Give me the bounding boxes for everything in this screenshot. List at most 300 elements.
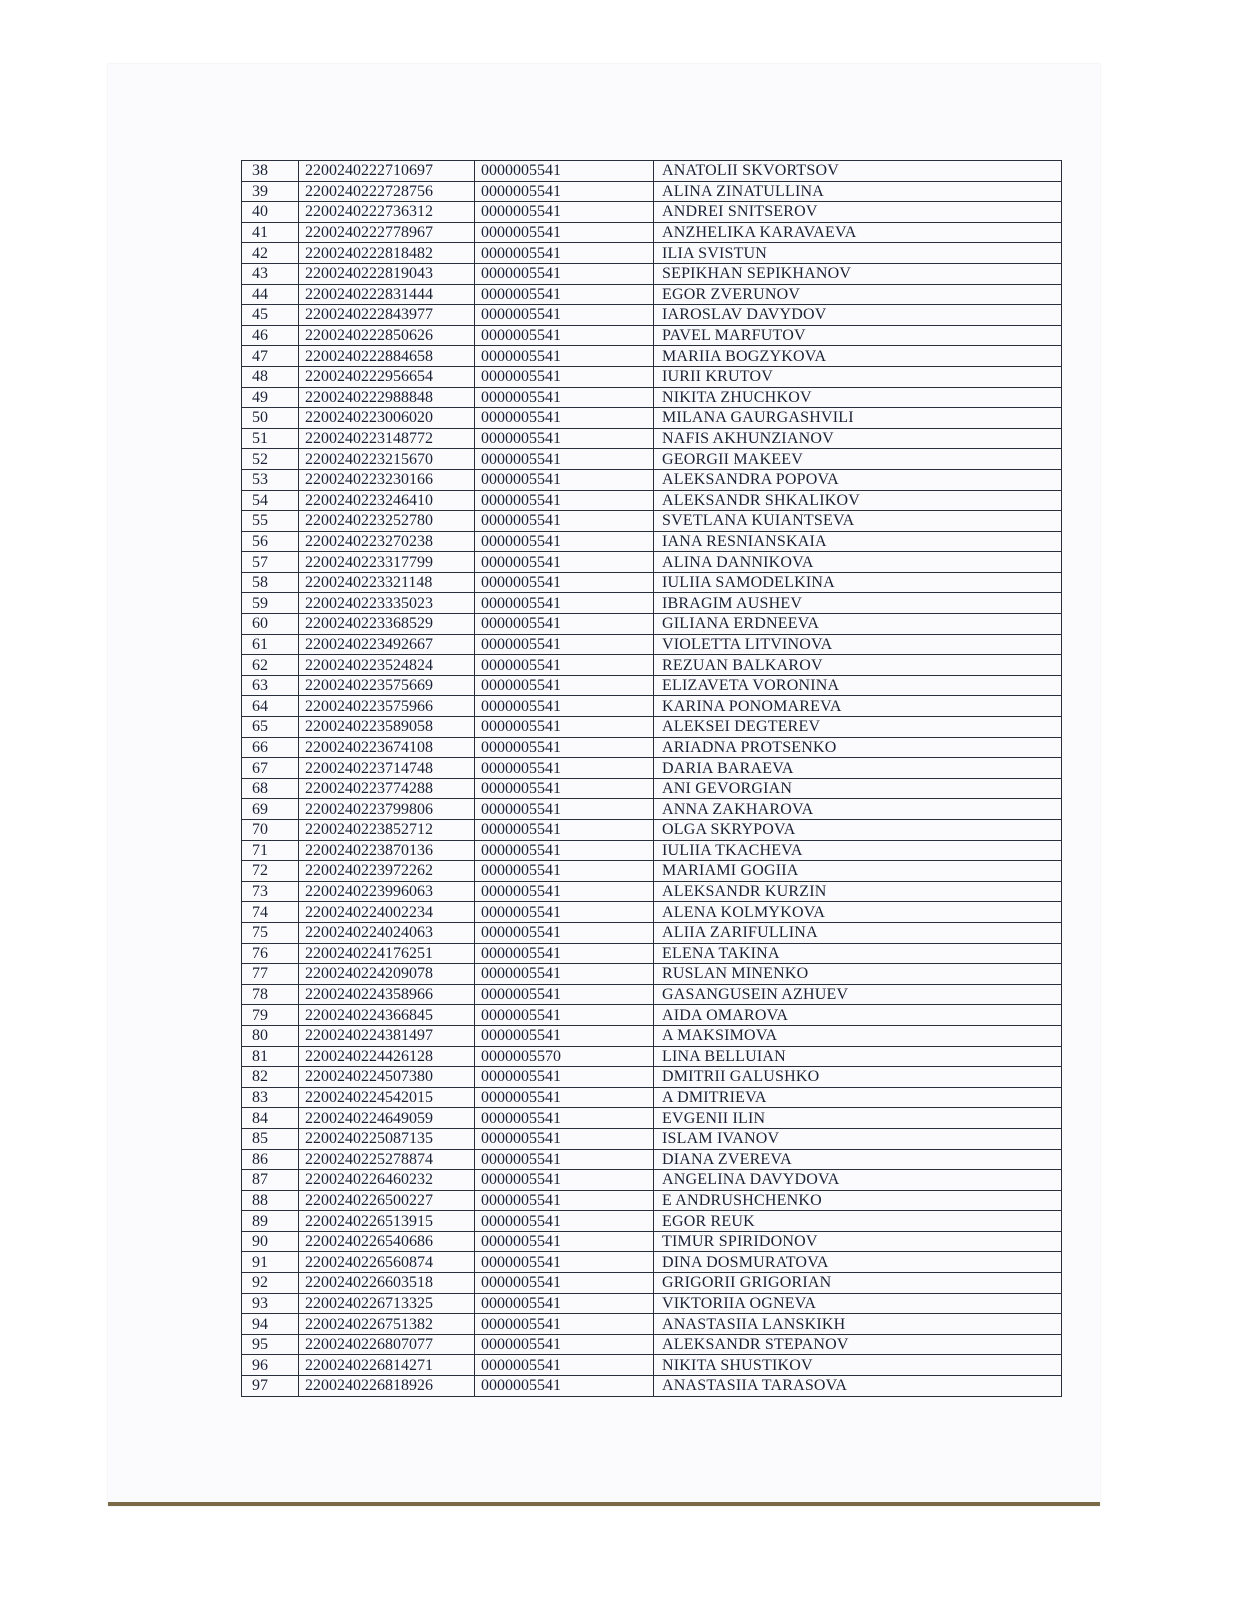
table-row [242, 861, 1062, 882]
table-row [242, 1128, 1062, 1149]
name-cell: LINA BELLUIAN [654, 1046, 1062, 1067]
name-cell: MARIAMI GOGIIA [654, 861, 1062, 882]
table-row [242, 284, 1062, 305]
code-cell: 0000005541 [475, 1231, 654, 1252]
id-cell: 2200240223870136 [299, 840, 475, 861]
code-cell: 0000005541 [475, 531, 654, 552]
name-cell: ANDREI SNITSEROV [654, 202, 1062, 223]
code-cell: 0000005541 [475, 881, 654, 902]
id-cell: 2200240223321148 [299, 572, 475, 593]
table-row [242, 1273, 1062, 1294]
code-cell: 0000005541 [475, 346, 654, 367]
table-row [242, 346, 1062, 367]
table-row [242, 531, 1062, 552]
name-cell: VIOLETTA LITVINOVA [654, 634, 1062, 655]
name-cell: REZUAN BALKAROV [654, 655, 1062, 676]
name-cell: EVGENII ILIN [654, 1108, 1062, 1129]
row-number-cell: 66 [242, 737, 299, 758]
row-number-cell: 94 [242, 1314, 299, 1335]
row-number-cell: 79 [242, 1005, 299, 1026]
name-cell: NIKITA SHUSTIKOV [654, 1355, 1062, 1376]
name-cell: VIKTORIIA OGNEVA [654, 1293, 1062, 1314]
table-row [242, 1190, 1062, 1211]
name-cell: DIANA ZVEREVA [654, 1149, 1062, 1170]
name-cell: RUSLAN MINENKO [654, 964, 1062, 985]
name-cell: ANI GEVORGIAN [654, 778, 1062, 799]
name-cell: ALEKSEI DEGTEREV [654, 717, 1062, 738]
id-cell: 2200240226818926 [299, 1376, 475, 1397]
table-row [242, 902, 1062, 923]
row-number-cell: 58 [242, 572, 299, 593]
name-cell: DINA DOSMURATOVA [654, 1252, 1062, 1273]
code-cell: 0000005541 [475, 1252, 654, 1273]
table-row [242, 634, 1062, 655]
code-cell: 0000005541 [475, 1293, 654, 1314]
id-cell: 2200240224542015 [299, 1087, 475, 1108]
code-cell: 0000005541 [475, 387, 654, 408]
code-cell: 0000005541 [475, 1005, 654, 1026]
table-row [242, 1005, 1062, 1026]
row-number-cell: 45 [242, 305, 299, 326]
id-cell: 2200240223270238 [299, 531, 475, 552]
id-cell: 2200240222956654 [299, 366, 475, 387]
row-number-cell: 81 [242, 1046, 299, 1067]
id-cell: 2200240224426128 [299, 1046, 475, 1067]
name-cell: GRIGORII GRIGORIAN [654, 1273, 1062, 1294]
table-row [242, 614, 1062, 635]
row-number-cell: 87 [242, 1170, 299, 1191]
row-number-cell: 95 [242, 1334, 299, 1355]
table-row [242, 1108, 1062, 1129]
code-cell: 0000005541 [475, 1025, 654, 1046]
id-cell: 2200240223714748 [299, 758, 475, 779]
name-cell: ANASTASIIA TARASOVA [654, 1376, 1062, 1397]
name-cell: IANA RESNIANSKAIA [654, 531, 1062, 552]
table-row [242, 1067, 1062, 1088]
row-number-cell: 46 [242, 325, 299, 346]
row-number-cell: 53 [242, 469, 299, 490]
id-cell: 2200240225278874 [299, 1149, 475, 1170]
row-number-cell: 59 [242, 593, 299, 614]
code-cell: 0000005541 [475, 1190, 654, 1211]
table-row [242, 366, 1062, 387]
id-cell: 2200240223972262 [299, 861, 475, 882]
code-cell: 0000005541 [475, 161, 654, 182]
id-cell: 2200240222843977 [299, 305, 475, 326]
table-row [242, 1149, 1062, 1170]
code-cell: 0000005541 [475, 778, 654, 799]
row-number-cell: 38 [242, 161, 299, 182]
id-cell: 2200240222819043 [299, 263, 475, 284]
id-cell: 2200240226751382 [299, 1314, 475, 1335]
table-row [242, 1046, 1062, 1067]
id-cell: 2200240226814271 [299, 1355, 475, 1376]
row-number-cell: 97 [242, 1376, 299, 1397]
row-number-cell: 62 [242, 655, 299, 676]
table-row [242, 943, 1062, 964]
table-row [242, 1211, 1062, 1232]
row-number-cell: 51 [242, 428, 299, 449]
id-cell: 2200240222988848 [299, 387, 475, 408]
id-cell: 2200240226713325 [299, 1293, 475, 1314]
name-cell: DMITRII GALUSHKO [654, 1067, 1062, 1088]
name-cell: KARINA PONOMAREVA [654, 696, 1062, 717]
id-cell: 2200240226460232 [299, 1170, 475, 1191]
code-cell: 0000005541 [475, 511, 654, 532]
table-row [242, 655, 1062, 676]
table-row [242, 490, 1062, 511]
code-cell: 0000005541 [475, 181, 654, 202]
row-number-cell: 76 [242, 943, 299, 964]
row-number-cell: 93 [242, 1293, 299, 1314]
name-cell: GILIANA ERDNEEVA [654, 614, 1062, 635]
name-cell: IULIIA TKACHEVA [654, 840, 1062, 861]
name-cell: AIDA OMAROVA [654, 1005, 1062, 1026]
table-row [242, 1334, 1062, 1355]
name-cell: ANATOLII SKVORTSOV [654, 161, 1062, 182]
row-number-cell: 47 [242, 346, 299, 367]
name-cell: ALEKSANDR KURZIN [654, 881, 1062, 902]
row-number-cell: 85 [242, 1128, 299, 1149]
code-cell: 0000005541 [475, 614, 654, 635]
id-cell: 2200240223246410 [299, 490, 475, 511]
id-cell: 2200240226807077 [299, 1334, 475, 1355]
table-row [242, 758, 1062, 779]
code-cell: 0000005541 [475, 634, 654, 655]
code-cell: 0000005541 [475, 1273, 654, 1294]
name-cell: A DMITRIEVA [654, 1087, 1062, 1108]
id-cell: 2200240223368529 [299, 614, 475, 635]
id-cell: 2200240226560874 [299, 1252, 475, 1273]
id-cell: 2200240226603518 [299, 1273, 475, 1294]
code-cell: 0000005541 [475, 1334, 654, 1355]
name-cell: EGOR REUK [654, 1211, 1062, 1232]
id-cell: 2200240222728756 [299, 181, 475, 202]
table-row [242, 820, 1062, 841]
id-cell: 2200240224366845 [299, 1005, 475, 1026]
row-number-cell: 80 [242, 1025, 299, 1046]
name-cell: ELIZAVETA VORONINA [654, 675, 1062, 696]
name-cell: SVETLANA KUIANTSEVA [654, 511, 1062, 532]
code-cell: 0000005541 [475, 1108, 654, 1129]
table-row [242, 984, 1062, 1005]
code-cell: 0000005541 [475, 222, 654, 243]
code-cell: 0000005541 [475, 758, 654, 779]
row-number-cell: 90 [242, 1231, 299, 1252]
table-row [242, 840, 1062, 861]
id-cell: 2200240223799806 [299, 799, 475, 820]
id-cell: 2200240224649059 [299, 1108, 475, 1129]
table-row [242, 469, 1062, 490]
name-cell: IAROSLAV DAVYDOV [654, 305, 1062, 326]
name-cell: ALEKSANDRA POPOVA [654, 469, 1062, 490]
id-cell: 2200240223148772 [299, 428, 475, 449]
row-number-cell: 84 [242, 1108, 299, 1129]
code-cell: 0000005541 [475, 717, 654, 738]
name-cell: GASANGUSEIN AZHUEV [654, 984, 1062, 1005]
code-cell: 0000005541 [475, 263, 654, 284]
table-row [242, 1314, 1062, 1335]
table-row [242, 1025, 1062, 1046]
code-cell: 0000005541 [475, 202, 654, 223]
id-cell: 2200240222884658 [299, 346, 475, 367]
name-cell: IULIIA SAMODELKINA [654, 572, 1062, 593]
name-cell: ALINA ZINATULLINA [654, 181, 1062, 202]
table-row [242, 799, 1062, 820]
table-row [242, 572, 1062, 593]
table-row [242, 964, 1062, 985]
table-row [242, 161, 1062, 182]
code-cell: 0000005541 [475, 1376, 654, 1397]
code-cell: 0000005541 [475, 696, 654, 717]
name-cell: OLGA SKRYPOVA [654, 820, 1062, 841]
table-row [242, 717, 1062, 738]
code-cell: 0000005541 [475, 1211, 654, 1232]
row-number-cell: 50 [242, 408, 299, 429]
row-number-cell: 57 [242, 552, 299, 573]
id-cell: 2200240223575966 [299, 696, 475, 717]
code-cell: 0000005541 [475, 1170, 654, 1191]
table-row [242, 408, 1062, 429]
table-row [242, 593, 1062, 614]
code-cell: 0000005541 [475, 943, 654, 964]
code-cell: 0000005541 [475, 675, 654, 696]
table-row [242, 449, 1062, 470]
code-cell: 0000005541 [475, 366, 654, 387]
id-cell: 2200240226540686 [299, 1231, 475, 1252]
id-cell: 2200240223774288 [299, 778, 475, 799]
row-number-cell: 44 [242, 284, 299, 305]
code-cell: 0000005541 [475, 964, 654, 985]
code-cell: 0000005541 [475, 593, 654, 614]
name-cell: E ANDRUSHCHENKO [654, 1190, 1062, 1211]
code-cell: 0000005541 [475, 469, 654, 490]
id-cell: 2200240223317799 [299, 552, 475, 573]
id-cell: 2200240222850626 [299, 325, 475, 346]
row-number-cell: 77 [242, 964, 299, 985]
row-number-cell: 40 [242, 202, 299, 223]
row-number-cell: 88 [242, 1190, 299, 1211]
table-row [242, 778, 1062, 799]
id-cell: 2200240223006020 [299, 408, 475, 429]
code-cell: 0000005541 [475, 840, 654, 861]
name-cell: ALENA KOLMYKOVA [654, 902, 1062, 923]
code-cell: 0000005541 [475, 449, 654, 470]
name-cell: MARIIA BOGZYKOVA [654, 346, 1062, 367]
name-cell: ANZHELIKA KARAVAEVA [654, 222, 1062, 243]
row-number-cell: 75 [242, 922, 299, 943]
table-row [242, 696, 1062, 717]
code-cell: 0000005541 [475, 820, 654, 841]
name-cell: MILANA GAURGASHVILI [654, 408, 1062, 429]
table-row [242, 511, 1062, 532]
code-cell: 0000005541 [475, 799, 654, 820]
row-number-cell: 71 [242, 840, 299, 861]
table-row [242, 202, 1062, 223]
table-row [242, 325, 1062, 346]
code-cell: 0000005541 [475, 1314, 654, 1335]
code-cell: 0000005541 [475, 737, 654, 758]
table-row [242, 675, 1062, 696]
row-number-cell: 61 [242, 634, 299, 655]
code-cell: 0000005541 [475, 1128, 654, 1149]
id-cell: 2200240224024063 [299, 922, 475, 943]
row-number-cell: 70 [242, 820, 299, 841]
name-cell: TIMUR SPIRIDONOV [654, 1231, 1062, 1252]
row-number-cell: 39 [242, 181, 299, 202]
table-row [242, 1231, 1062, 1252]
name-cell: PAVEL MARFUTOV [654, 325, 1062, 346]
row-number-cell: 48 [242, 366, 299, 387]
row-number-cell: 73 [242, 881, 299, 902]
id-cell: 2200240224358966 [299, 984, 475, 1005]
code-cell: 0000005541 [475, 428, 654, 449]
row-number-cell: 74 [242, 902, 299, 923]
table-row [242, 1087, 1062, 1108]
table-row [242, 1252, 1062, 1273]
id-cell: 2200240223335023 [299, 593, 475, 614]
name-cell: ISLAM IVANOV [654, 1128, 1062, 1149]
name-cell: ANGELINA DAVYDOVA [654, 1170, 1062, 1191]
row-number-cell: 60 [242, 614, 299, 635]
id-cell: 2200240222736312 [299, 202, 475, 223]
id-cell: 2200240222778967 [299, 222, 475, 243]
id-cell: 2200240223852712 [299, 820, 475, 841]
table-row [242, 1355, 1062, 1376]
records-table-body [242, 161, 1062, 1397]
id-cell: 2200240224176251 [299, 943, 475, 964]
id-cell: 2200240224002234 [299, 902, 475, 923]
name-cell: ALIIA ZARIFULLINA [654, 922, 1062, 943]
code-cell: 0000005541 [475, 1355, 654, 1376]
name-cell: A MAKSIMOVA [654, 1025, 1062, 1046]
id-cell: 2200240224507380 [299, 1067, 475, 1088]
row-number-cell: 43 [242, 263, 299, 284]
id-cell: 2200240223492667 [299, 634, 475, 655]
code-cell: 0000005541 [475, 902, 654, 923]
table-row [242, 428, 1062, 449]
code-cell: 0000005541 [475, 552, 654, 573]
id-cell: 2200240222831444 [299, 284, 475, 305]
name-cell: ARIADNA PROTSENKO [654, 737, 1062, 758]
code-cell: 0000005541 [475, 1067, 654, 1088]
name-cell: GEORGII MAKEEV [654, 449, 1062, 470]
id-cell: 2200240226513915 [299, 1211, 475, 1232]
table-row [242, 1170, 1062, 1191]
table-row [242, 881, 1062, 902]
row-number-cell: 49 [242, 387, 299, 408]
code-cell: 0000005541 [475, 1149, 654, 1170]
row-number-cell: 42 [242, 243, 299, 264]
name-cell: ALINA DANNIKOVA [654, 552, 1062, 573]
name-cell: ELENA TAKINA [654, 943, 1062, 964]
code-cell: 0000005541 [475, 572, 654, 593]
row-number-cell: 92 [242, 1273, 299, 1294]
table-row [242, 922, 1062, 943]
id-cell: 2200240223589058 [299, 717, 475, 738]
row-number-cell: 56 [242, 531, 299, 552]
name-cell: ALEKSANDR STEPANOV [654, 1334, 1062, 1355]
table-row [242, 243, 1062, 264]
table-row [242, 305, 1062, 326]
table-row [242, 1293, 1062, 1314]
records-table [241, 160, 1062, 1397]
table-row [242, 552, 1062, 573]
row-number-cell: 96 [242, 1355, 299, 1376]
name-cell: ANNA ZAKHAROVA [654, 799, 1062, 820]
code-cell: 0000005570 [475, 1046, 654, 1067]
code-cell: 0000005541 [475, 284, 654, 305]
id-cell: 2200240224381497 [299, 1025, 475, 1046]
code-cell: 0000005541 [475, 325, 654, 346]
name-cell: SEPIKHAN SEPIKHANOV [654, 263, 1062, 284]
code-cell: 0000005541 [475, 408, 654, 429]
table-row [242, 222, 1062, 243]
row-number-cell: 86 [242, 1149, 299, 1170]
row-number-cell: 63 [242, 675, 299, 696]
row-number-cell: 83 [242, 1087, 299, 1108]
row-number-cell: 67 [242, 758, 299, 779]
name-cell: IURII KRUTOV [654, 366, 1062, 387]
table-row [242, 387, 1062, 408]
row-number-cell: 52 [242, 449, 299, 470]
row-number-cell: 89 [242, 1211, 299, 1232]
table-row [242, 263, 1062, 284]
name-cell: IBRAGIM AUSHEV [654, 593, 1062, 614]
id-cell: 2200240223524824 [299, 655, 475, 676]
row-number-cell: 55 [242, 511, 299, 532]
row-number-cell: 65 [242, 717, 299, 738]
table-row [242, 1376, 1062, 1397]
id-cell: 2200240222818482 [299, 243, 475, 264]
code-cell: 0000005541 [475, 922, 654, 943]
name-cell: NIKITA ZHUCHKOV [654, 387, 1062, 408]
name-cell: ILIA SVISTUN [654, 243, 1062, 264]
row-number-cell: 68 [242, 778, 299, 799]
id-cell: 2200240226500227 [299, 1190, 475, 1211]
id-cell: 2200240223996063 [299, 881, 475, 902]
id-cell: 2200240224209078 [299, 964, 475, 985]
name-cell: ALEKSANDR SHKALIKOV [654, 490, 1062, 511]
row-number-cell: 72 [242, 861, 299, 882]
code-cell: 0000005541 [475, 305, 654, 326]
name-cell: NAFIS AKHUNZIANOV [654, 428, 1062, 449]
row-number-cell: 54 [242, 490, 299, 511]
table-row [242, 181, 1062, 202]
row-number-cell: 69 [242, 799, 299, 820]
id-cell: 2200240225087135 [299, 1128, 475, 1149]
row-number-cell: 78 [242, 984, 299, 1005]
id-cell: 2200240222710697 [299, 161, 475, 182]
code-cell: 0000005541 [475, 243, 654, 264]
code-cell: 0000005541 [475, 861, 654, 882]
id-cell: 2200240223215670 [299, 449, 475, 470]
id-cell: 2200240223674108 [299, 737, 475, 758]
row-number-cell: 64 [242, 696, 299, 717]
table-row [242, 737, 1062, 758]
row-number-cell: 41 [242, 222, 299, 243]
code-cell: 0000005541 [475, 655, 654, 676]
row-number-cell: 91 [242, 1252, 299, 1273]
id-cell: 2200240223575669 [299, 675, 475, 696]
code-cell: 0000005541 [475, 1087, 654, 1108]
code-cell: 0000005541 [475, 984, 654, 1005]
id-cell: 2200240223230166 [299, 469, 475, 490]
name-cell: DARIA BARAEVA [654, 758, 1062, 779]
code-cell: 0000005541 [475, 490, 654, 511]
name-cell: EGOR ZVERUNOV [654, 284, 1062, 305]
id-cell: 2200240223252780 [299, 511, 475, 532]
